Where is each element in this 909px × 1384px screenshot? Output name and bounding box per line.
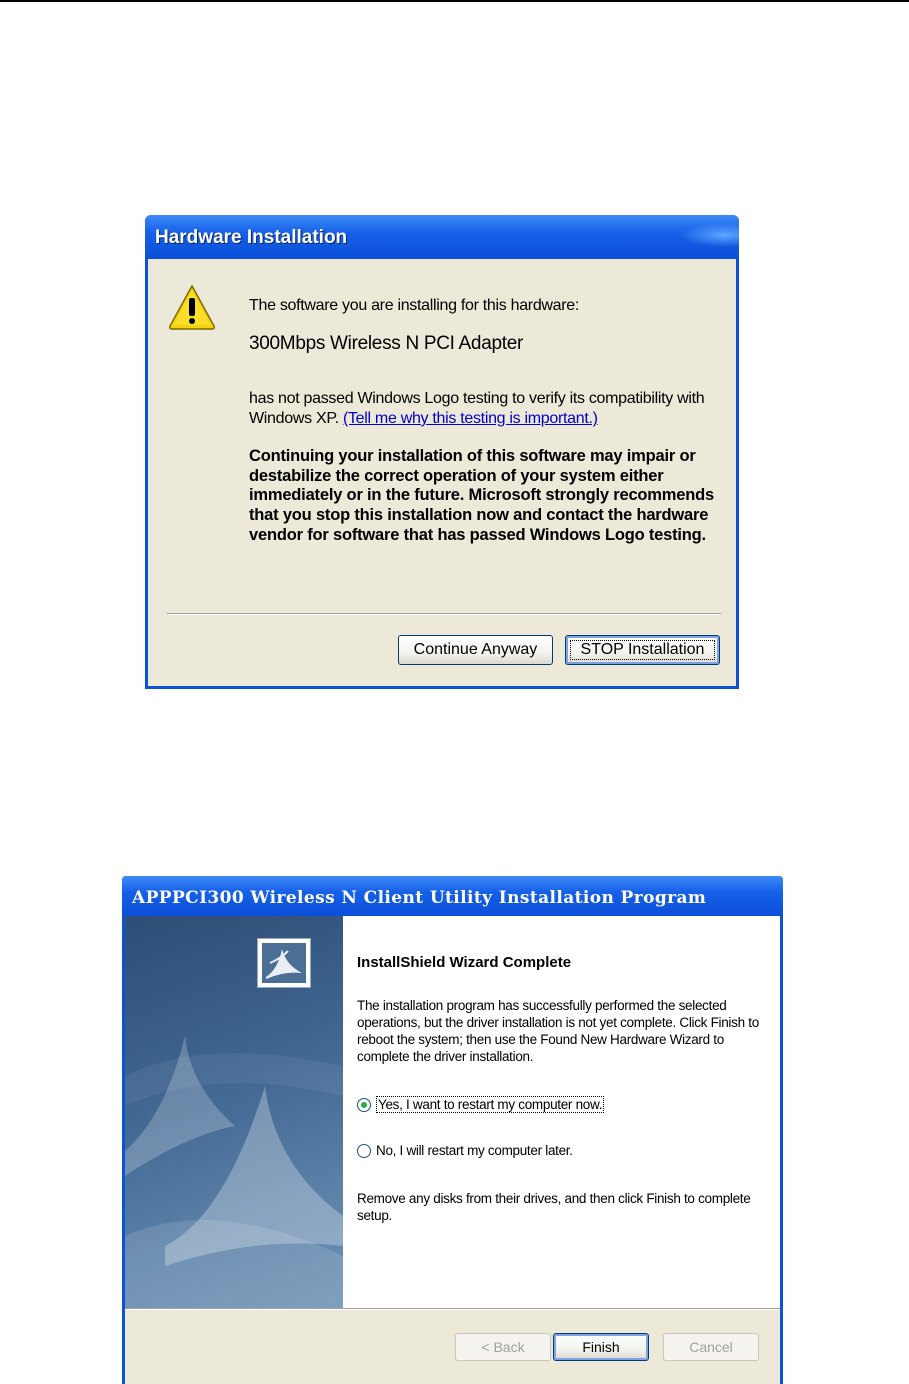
hardware-dialog-title: Hardware Installation (155, 227, 348, 248)
stop-installation-label: STOP Installation (580, 641, 705, 658)
installshield-body (125, 916, 780, 1384)
warning-icon (168, 283, 216, 331)
installshield-title: APPPCI300 Wireless N Client Utility Installation Program (132, 888, 707, 908)
restart-now-option[interactable] (357, 1096, 604, 1113)
warning-text: Continuing your installation of this software may impair or destabilize the correct operation of your system either immediately or in the future. Microsoft strongly recommends that you stop this installation now and contact the hardware vendor for software that has passed Windows Logo testing. (249, 447, 714, 544)
logo-testing-sentence: has not passed Windows Logo testing to verify its compatibility with Windows XP. (249, 390, 705, 427)
logo-testing-text (249, 389, 719, 429)
page-top-rule (0, 0, 909, 2)
continue-anyway-button[interactable]: Continue Anyway (398, 635, 553, 665)
hardware-dialog-titlebar[interactable] (145, 215, 739, 259)
installshield-logo (257, 938, 311, 988)
wizard-side-panel (125, 916, 343, 1308)
restart-later-radio[interactable] (357, 1144, 371, 1158)
installshield-dialog (122, 876, 783, 1384)
hardware-dialog-body (148, 259, 736, 686)
wizard-description: The installation program has successfully performed the selected operations, but the driver installation is not yet complete. Click Finish to reboot the system; then use the Found New Hardware Wizard to complete the driver installation. (357, 998, 759, 1064)
focus-rect (570, 640, 715, 660)
wizard-heading: InstallShield Wizard Complete (357, 954, 572, 971)
stop-installation-button[interactable] (565, 635, 720, 665)
device-name: 300Mbps Wireless N PCI Adapter (249, 333, 524, 354)
restart-now-radio[interactable] (357, 1098, 371, 1112)
hardware-installation-dialog (145, 215, 739, 689)
restart-later-label[interactable]: No, I will restart my computer later. (376, 1143, 573, 1158)
logo-testing-link[interactable]: (Tell me why this testing is important.) (342, 410, 598, 427)
dialog-separator (167, 613, 721, 615)
titlebar-glow (679, 223, 739, 247)
wizard-content-panel (343, 916, 780, 1308)
back-button[interactable]: < Back (455, 1333, 551, 1361)
wizard-note: Remove any disks from their drives, and then click Finish to complete setup. (357, 1191, 751, 1223)
restart-later-option[interactable] (357, 1143, 573, 1158)
wizard-separator (125, 1308, 780, 1310)
finish-button[interactable]: Finish (553, 1333, 649, 1361)
installshield-logo-icon (258, 939, 310, 987)
hardware-intro-text: The software you are installing for this hardware: (249, 297, 580, 314)
installshield-titlebar[interactable] (122, 876, 783, 916)
cancel-button[interactable]: Cancel (663, 1333, 759, 1361)
restart-now-label[interactable]: Yes, I want to restart my computer now. (378, 1097, 603, 1112)
